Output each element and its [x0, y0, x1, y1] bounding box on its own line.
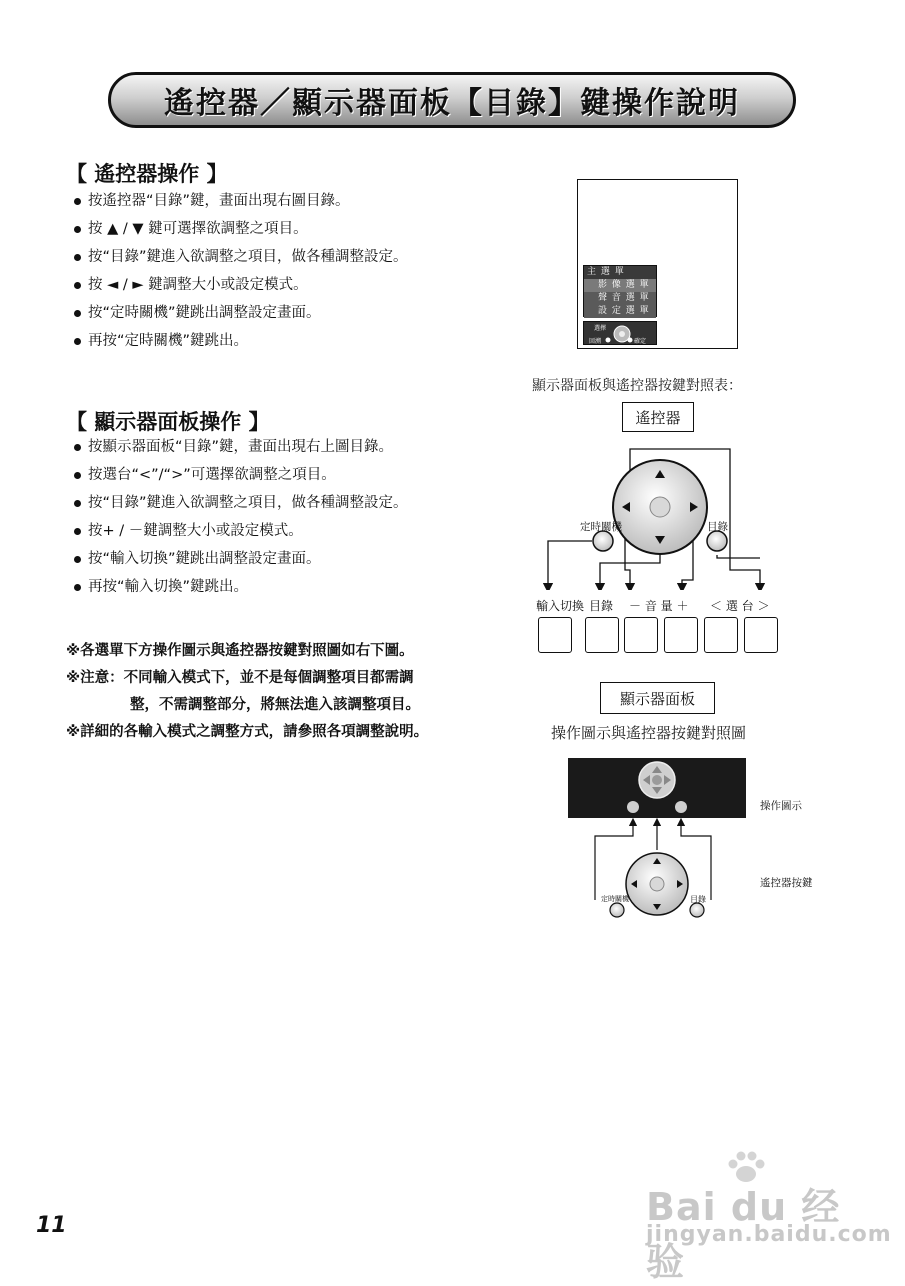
ctrl-back-label: 回溯 [589, 338, 602, 345]
mapping-caption: 顯示器面板與遙控器按鍵對照表： [532, 378, 742, 394]
menu-control-hint [583, 321, 657, 345]
panel-channel-down-button [704, 617, 738, 653]
remote-keys-label: 遙控器按鍵 [760, 877, 813, 889]
note-line: ※詳細的各輸入模式之調整方式，請參照各項調整說明。 [66, 724, 429, 740]
panel-volume-minus-button [624, 617, 658, 653]
ops-timer-label: 定時關機 [601, 895, 629, 903]
baidu-watermark [636, 1150, 892, 1284]
list-item: 按“輸入切換”鍵跳出調整設定畫面。 [74, 545, 408, 573]
list-item: 按遙控器“目錄”鍵，畫面出現右圖目錄。 [74, 187, 408, 215]
remote-label-box: 遙控器 [622, 402, 694, 432]
ops-menu-label: 目錄 [690, 895, 706, 904]
list-item: 按 ◄ / ► 鍵調整大小或設定模式。 [74, 271, 408, 299]
watermark-url: jingyan.baidu.com [646, 1222, 892, 1247]
mapping-lines-diagram [530, 440, 790, 590]
page-title: 遙控器／顯示器面板【目錄】鍵操作說明 [164, 86, 740, 121]
list-item: 按“定時關機”鍵跳出調整設定畫面。 [74, 299, 408, 327]
panel-channel-label: ＜ 選 台 ＞ [710, 599, 770, 613]
menu-header: 主 選 單 [587, 267, 625, 277]
confirm-dot-icon [627, 337, 633, 343]
list-item: 按“目錄”鍵進入欲調整之項目，做各種調整設定。 [74, 489, 408, 517]
list-item: 按選台“<”/“>”可選擇欲調整之項目。 [74, 461, 408, 489]
panel-input-button [538, 617, 572, 653]
list-item: 按+ / －鍵調整大小或設定模式。 [74, 517, 408, 545]
panel-input-label: 輸入切換 [536, 599, 585, 613]
ops-icon-graphic [568, 758, 746, 818]
panel-section-heading: 【 顯示器面板操作 】 [66, 410, 270, 434]
list-item: 按“目錄”鍵進入欲調整之項目，做各種調整設定。 [74, 243, 408, 271]
main-menu-box [583, 265, 657, 317]
page-number: 11 [36, 1213, 67, 1238]
note-line: 整，不需調整部分，將無法進入該調整項目。 [130, 697, 420, 713]
panel-volume-plus-button [664, 617, 698, 653]
notes-block [66, 638, 428, 746]
panel-instructions-list [74, 433, 408, 601]
ops-icon-label: 操作圖示 [760, 800, 802, 812]
back-dot-icon [605, 337, 611, 343]
panel-volume-label: － 音 量 ＋ [629, 599, 689, 613]
panel-menu-label: 目錄 [589, 599, 614, 613]
menu-item: 聲 音 選 單 [584, 292, 656, 305]
ctrl-confirm-label: 確定 [634, 338, 647, 345]
panel-channel-up-button [744, 617, 778, 653]
list-item: 再按“定時關機”鍵跳出。 [74, 327, 408, 355]
list-item: 再按“輸入切換”鍵跳出。 [74, 573, 408, 601]
page-title-banner [108, 72, 796, 128]
remote-section-heading: 【 遙控器操作 】 [66, 162, 228, 186]
list-item: 按 ▲ / ▼ 鍵可選擇欲調整之項目。 [74, 215, 408, 243]
list-item: 按顯示器面板“目錄”鍵，畫面出現右上圖目錄。 [74, 433, 408, 461]
menu-item: 影 像 選 單 [584, 279, 656, 292]
note-line: ※注意：不同輸入模式下，並不是每個調整項目都需調 [66, 670, 414, 686]
remote-menu-label: 目錄 [707, 521, 728, 533]
ops-caption: 操作圖示與遙控器按鍵對照圖 [551, 724, 747, 742]
menu-item: 設 定 選 單 [584, 305, 656, 318]
note-line: ※各選單下方操作圖示與遙控器按鍵對照圖如右下圖。 [66, 643, 414, 659]
remote-timer-label: 定時關機 [580, 521, 622, 533]
remote-instructions-list [74, 187, 408, 355]
panel-menu-button [585, 617, 619, 653]
ctrl-select-label: 選擇 [594, 325, 607, 332]
panel-label-box: 顯示器面板 [600, 682, 715, 714]
watermark-logo: Bai du 经验 [646, 1185, 841, 1284]
